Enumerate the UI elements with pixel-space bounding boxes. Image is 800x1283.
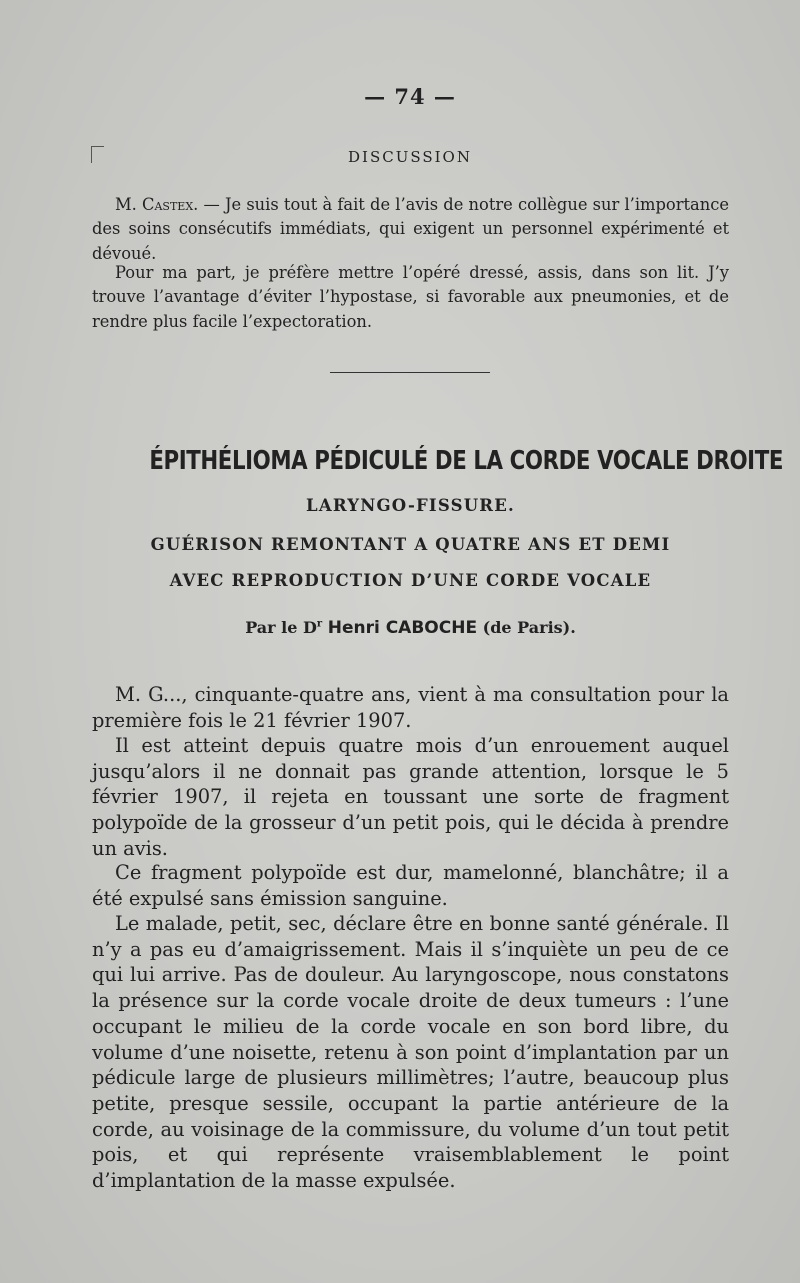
section-divider <box>330 372 490 373</box>
byline-superscript: r <box>316 618 323 630</box>
body-paragraph-1: M. G..., cinquante-quatre ans, vient à ma consultation pour la première fois le 21 février 1907. <box>92 683 729 732</box>
article-subtitle-3: AVEC REPRODUCTION D’UNE CORDE VOCALE <box>169 571 652 590</box>
byline-prefix: Par le D <box>245 618 317 637</box>
discussion-paragraph-2: Pour ma part, je préfère mettre l’opéré dressé, assis, dans son lit. J’y trouve l’avantage d’éviter l’hypostase, si favorable aux pneumonies, et de rendre plus facile l’expectoration. <box>92 263 729 331</box>
body-paragraph-3: Ce fragment polypoïde est dur, mamelonné, blanchâtre; il a été expulsé sans émission sanguine. <box>92 861 729 910</box>
byline-suffix: (de Paris). <box>482 618 576 637</box>
author-byline <box>92 618 729 638</box>
body-paragraph-2: Il est atteint depuis quatre mois d’un enrouement auquel jusqu’alors il ne donnait pas grande attention, lorsque le 5 février 1907, il rejeta en toussant une sorte de fragment polypoïde de la grosseur d’un petit pois, qui le décida à prendre un avis. <box>92 734 729 860</box>
discussion-paragraph-1 <box>92 193 729 266</box>
body-paragraph-4: Le malade, petit, sec, déclare être en bonne santé générale. Il n’y a pas eu d’amaigrissement. Mais il s’inquiète un peu de ce qui lui arrive. Pas de douleur. Au laryngoscope, nous constatons la présence sur la corde vocale droite de deux tumeurs : l’une occupant le milieu de la corde vocale en son bord libre, du volume d’une noisette, retenu à son point d’implantation par un pédicule large de plusieurs millimètres; l’autre, beaucoup plus petite, presque sessile, occupant la partie antérieure de la corde, au voisinage de la commissure, du volume d’un tout petit pois, et qui représente vraisemblablement le point d’implantation de la masse expulsée. <box>92 912 729 1193</box>
author-name: Henri CABOCHE <box>327 618 478 638</box>
article-subtitle-2: GUÉRISON REMONTANT A QUATRE ANS ET DEMI <box>150 535 671 554</box>
discussion-paragraph-1-text: — Je suis tout à fait de l’avis de notre collègue sur l’importance des soins consécutifs immédiats, qui exigent un personnel expérimenté et dévoué. <box>92 195 729 263</box>
discussion-heading: DISCUSSION <box>348 148 472 166</box>
article-subtitle-1: LARYNGO-FISSURE. <box>306 496 515 515</box>
page-number: — 74 — <box>364 84 456 109</box>
speaker-name: M. Castex. <box>115 195 199 214</box>
article-title: ÉPITHÉLIOMA PÉDICULÉ DE LA CORDE VOCALE DROITE <box>149 446 783 476</box>
